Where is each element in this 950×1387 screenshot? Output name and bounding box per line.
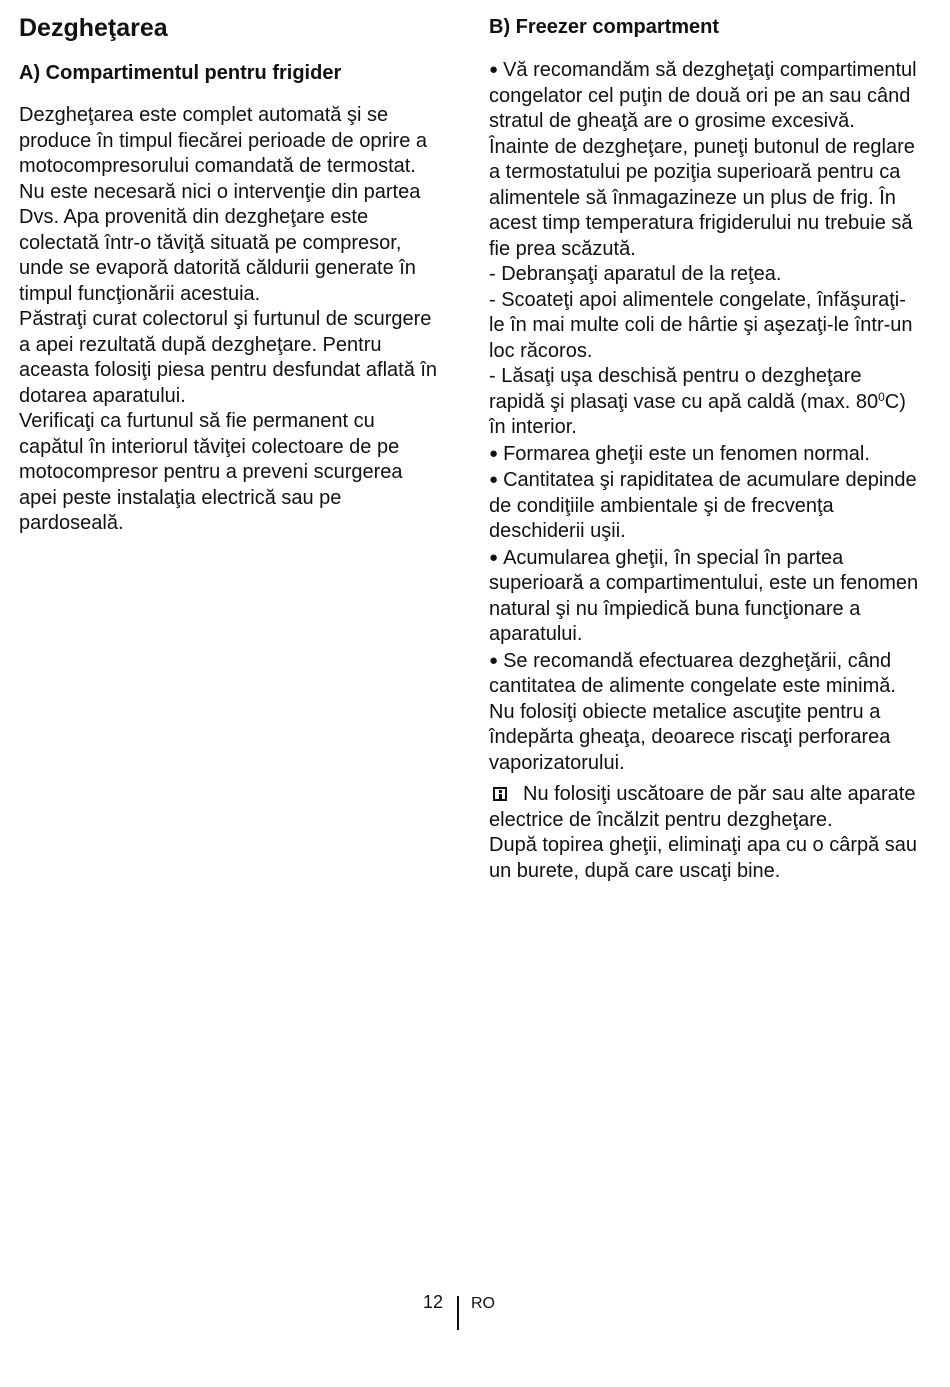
fridge-section-heading: A) Compartimentul pentru frigider	[19, 62, 342, 84]
bullet-item: ● Formarea gheţii este un fenomen normal.	[489, 442, 870, 465]
freezer-section-body	[489, 57, 919, 884]
freezer-section-heading: B) Freezer compartment	[489, 16, 720, 38]
bullet-item: ● Vă recomandăm să dezgheţaţi compartimentul congelator cel puţin de două ori pe an sau când stratul de gheaţă are o grosime excesivă.	[489, 59, 917, 132]
paragraph: După topirea gheţii, eliminaţi apa cu o cârpă sau un burete, după care uscaţi bine.	[489, 834, 918, 882]
bullet-icon: ●	[489, 471, 499, 488]
info-icon	[493, 787, 507, 801]
page-title: Dezgheţarea	[19, 14, 168, 42]
bullet-icon: ●	[489, 548, 499, 566]
bullet-icon: ●	[489, 61, 499, 78]
info-note: Nu folosiţi uscătoare de păr sau alte aparate electrice de încălzit pentru dezgheţare.	[489, 783, 916, 831]
paragraph: - Lăsaţi uşa deschisă pentru o dezgheţare rapidă şi plasaţi vase cu apă caldă (max. $80^0C$) în interior.	[489, 365, 906, 438]
bullet-item: ● Acumularea gheţii, în special în partea superioară a compartimentului, este un fenomen natural şi nu împiedică buna funcţionare a aparatului.	[489, 546, 919, 645]
paragraph: - Scoateţi apoi alimentele congelate, înfăşuraţi-le în mai multe coli de hârtie şi aşezaţi-le într-un loc răcoros.	[489, 288, 913, 362]
paragraph: Verificaţi ca furtunul să fie permanent cu capătul în interiorul tăviţei colectoare de pe motocompresor pentru a preveni scurgerea apei peste instalaţia electrică sau pe pardoseală.	[19, 410, 403, 534]
language-code: RO	[471, 1295, 495, 1312]
paragraph: Înainte de dezgheţare, puneţi butonul de reglare a termostatului pe poziţia superioară pentru ca alimentele să înmagazineze un plus de frig. În acest timp temperatura frigiderului nu trebuie să fie prea scăzută.	[489, 135, 915, 260]
page-number: 12	[422, 1292, 443, 1312]
paragraph: Nu folosiţi obiecte metalice ascuţite pentru a îndepărta gheaţa, deoarece riscaţi perforarea vaporizatorului.	[489, 700, 891, 774]
bullet-icon: ●	[489, 651, 499, 669]
bullet-icon: ●	[489, 444, 499, 462]
paragraph: Păstraţi curat colectorul şi furtunul de scurgere a apei rezultată după dezgheţare. Pentru aceasta folosiţi piesa pentru desfundat aflată în dotarea aparatului.	[19, 308, 438, 407]
bullet-item: ● Se recomandă efectuarea dezgheţării, când cantitatea de alimente congelate este minimă.	[489, 649, 896, 697]
bullet-item: ● Cantitatea şi rapiditatea de acumulare depinde de condiţiile ambientale şi de frecvenţa deschiderii uşii.	[489, 469, 917, 542]
page-footer	[0, 1290, 950, 1334]
paragraph: - Debranşaţi aparatul de la reţea.	[489, 263, 782, 285]
fridge-section-body	[19, 103, 439, 537]
paragraph: Dezgheţarea este complet automată şi se produce în timpul fiecărei perioade de oprire a motocompresorului comandată de termostat. Nu este necesară nici o intervenţie din partea Dvs. Apa provenită din dezgheţare este colectată într-o tăviţă situată pe compresor, unde se evaporă datorită căldurii generate în timpul funcţionării acestuia.	[19, 104, 428, 305]
footer-divider	[457, 1296, 459, 1330]
